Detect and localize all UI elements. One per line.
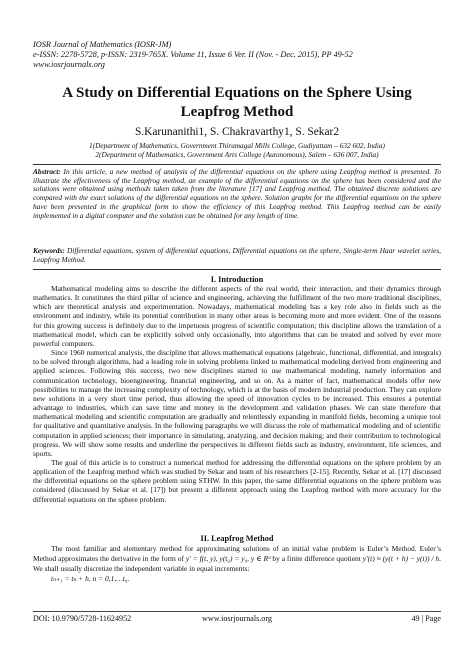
paper-title: A Study on Differential Equations on the Sphere Using Leapfrog Method [62,85,412,120]
abstract-label: Abstract: [33,167,61,176]
intro-paragraph-3: The goal of this article is to construct a numerical method for addressing the differential equations on the sphere problem by an application of the Leapfrog method which was studied by Sekar and team of his researchers [2-15]. Recently, Sekar et al. [17] discussed the differential equations on the sphere problem using STHW. In this paper, the same differential equations on the sphere problem was considered (discussed by Sekar et al. [17]) but present a different approach using the Leapfrog method with more accuracy for the differential equations on the sphere problem. [33,457,441,504]
introduction-body [33,284,441,504]
section-heading-introduction: I. Introduction [210,275,264,284]
intro-paragraph-2: Since 1960 numerical analysis, the discipline that allows mathematical equations (algebraic, functional, differential, and integrals) to be solved through algorithms, had a leading role in solving problems linked to mathematical modeling derived from engineering and applied sciences. Following this success, two new disciplines started to use mathematical modeling, namely information and communication technology, bioengineering, financial engineering, and so on. As a matter of fact, mathematical models offer new possibilities to manage the increasing complexity of technology, which is at the basis of modern industrial production. They can explore new solutions in a very short time period, thus allowing the speed of innovation cycles to be increased. This ensures a potential advantage to industries, which can save time and money in the development and validation phases. We can state therefore that mathematical modeling and scientific computation are gradually and relentlessly expanding in manifold fields, becoming a unique tool for qualitative and quantitative analysis. In the following paragraphs we will discuss the role of mathematical modeling and of scientific computation in applied sciences; their importance in simulating, analyzing, and decision making; and their contribution to technological progress. We will show some results and underline the perspectives in different fields such as industry, environment, life sciences, and sports. [33,348,441,458]
author-list: S.Karunanithi1, S. Chakravarthy1, S. Sekar2 [134,126,340,138]
keywords-label: Keywords: [33,246,65,255]
abstract [33,168,441,220]
footer-doi: DOI: 10.9790/5728-11624952 [33,614,132,623]
equation-time-step: tₙ₊₁ = tₙ + h, n = 0,1,…t₀. [51,573,130,583]
keywords-text: Differential equations, system of differential equations, Differential equations on the sphere, Single-term Haar wavelet series, Leapfrog Method. [33,246,441,264]
affiliation-1: 1(Department of Mathematics, Government Thirumagal Mills College, Gudiyattam – 632 602, India) [89,141,385,150]
journal-website: www.iosrjournals.org [33,60,105,69]
abstract-text: In this article, a new method of analysis of the differential equations on the sphere using Leapfrog method is presented. To illustrate the effectiveness of the Leapfrog method, an example of the differential equations on the sphere has been considered and the solutions were obtained using methods taken taken from the literature [17] and Leapfrog method. The obtained discrete solutions are compared with the exact solutions of the differential equations on the sphere. Solution graphs for the differential equations on the sphere have been presented in the graphical form to show the efficiency of this Leapfrog method. This Leapfrog method can be easily implemented in a digital computer and the solution can be obtained for any length of time. [33,167,441,220]
leapfrog-paragraph [33,544,441,574]
journal-header [33,40,443,70]
affiliation-2: 2(Department of Mathematics, Government Arts College (Autonomous), Salem – 636 007, India) [95,150,379,159]
equation-difference-quotient: y′(t) ≈ (y(t + h) − y(t)) / h [362,553,440,563]
leapfrog-text-a: The most familiar and elementary method for approximating solutions of an initial value problem is Euler’s Method. Euler’s Method approximates the derivative in the form of [33,544,441,563]
section-heading-leapfrog: II. Leapfrog Method [200,534,274,543]
footer-page-number: 49 | Page [411,614,441,623]
leapfrog-body [33,544,441,584]
leapfrog-text-b: by a finite difference quotient [272,553,361,563]
footer-divider [33,611,441,612]
keywords [33,247,441,264]
equation-ivp: y′ = f(t, y), y(t₀) = y₀, y ∈ Rᵈ [185,553,271,563]
leapfrog-text-c: . We shall usually discretize the independent variable in equal increments: [33,553,442,573]
intro-paragraph-1: Mathematical modeling aims to describe the different aspects of the real world, their interaction, and their dynamics through mathematics. It constitutes the third pillar of science and engineering, achieving the fulfillment of the two more traditional disciplines, which are theoretical analysis and experimentation. Nowadays, mathematical modeling has a key role also in fields such as the environment and industry, while its potential contribution in many other areas is becoming more and more evident. One of the reasons for this growing success is definitely due to the impetuous progress of scientific computation; this discipline allows the translation of a mathematical model, which can be explicitly solved only occasionally, into algorithms that can be treated and solved by ever more powerful computers. [33,284,441,348]
journal-name: IOSR Journal of Mathematics (IOSR-JM) [33,40,172,49]
footer-website: www.iosrjournals.org [202,614,272,623]
journal-issn-volume: e-ISSN: 2278-5728, p-ISSN: 2319-765X. Volume 11, Issue 6 Ver. II (Nov. - Dec. 2015), PP 49-52 [33,50,353,59]
